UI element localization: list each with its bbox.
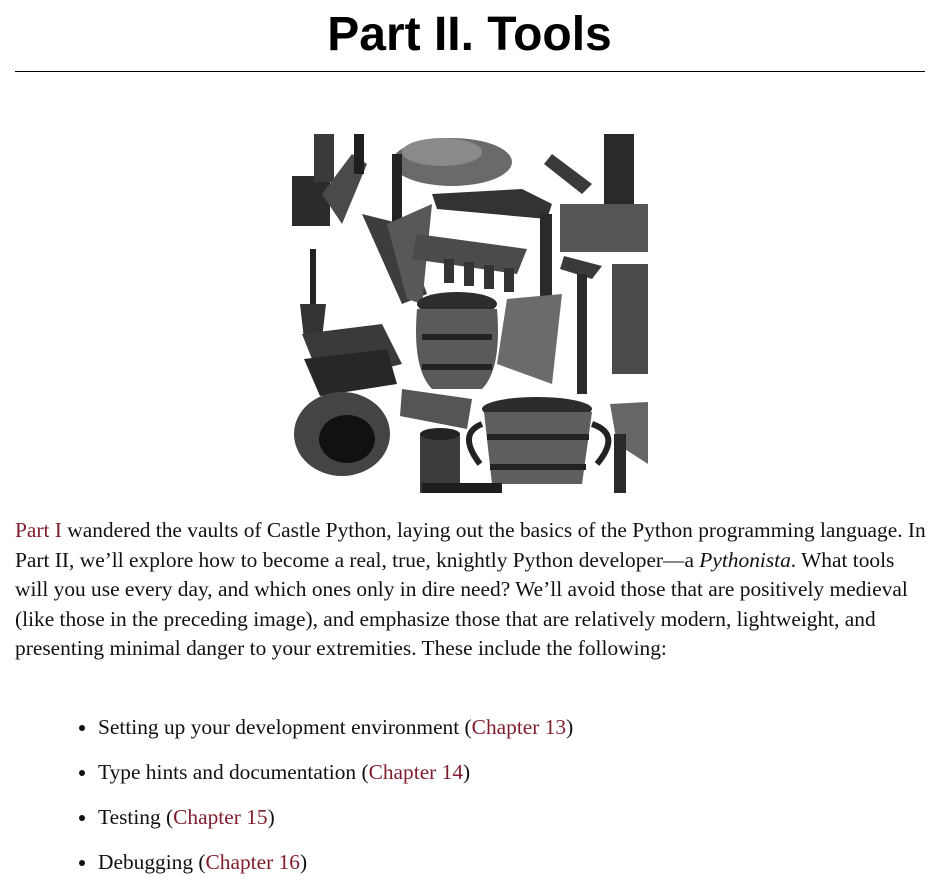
- list-item: • Debugging (Chapter 16): [98, 843, 918, 881]
- intro-paragraph: [15, 516, 927, 664]
- medieval-tools-illustration-icon: [292, 134, 648, 493]
- pythonista-emphasis: Pythonista: [699, 547, 791, 572]
- list-item: • Testing (Chapter 15): [98, 798, 918, 836]
- intro-text-1: wandered the vaults of Castle Python, laying out the basics of the Python programming language. In Part II, we’ll explore how to become a real, true, knightly Python developer—a: [15, 518, 926, 572]
- tools-list: [60, 708, 918, 888]
- list-item: • Type hints and documentation (Chapter 14): [98, 753, 918, 791]
- intro-text-2: . What tools will you use every day, and which ones only in dire need? We’ll avoid those that are positively medieval (like those in the preceding image), and emphasize those that are relatively modern, lightweight, and presenting minimal danger to your extremities. These include the following:: [15, 547, 908, 660]
- chapter-14-link[interactable]: Chapter 14: [368, 760, 464, 784]
- page-title: Part II. Tools: [327, 8, 612, 61]
- list-item: • Setting up your development environment (Chapter 13): [98, 708, 918, 746]
- title-divider: [15, 71, 925, 72]
- chapter-13-link[interactable]: Chapter 13: [471, 715, 567, 739]
- chapter-16-link[interactable]: Chapter 16: [205, 850, 300, 874]
- part-i-link[interactable]: Part I: [15, 518, 62, 542]
- chapter-15-link[interactable]: Chapter 15: [173, 805, 268, 829]
